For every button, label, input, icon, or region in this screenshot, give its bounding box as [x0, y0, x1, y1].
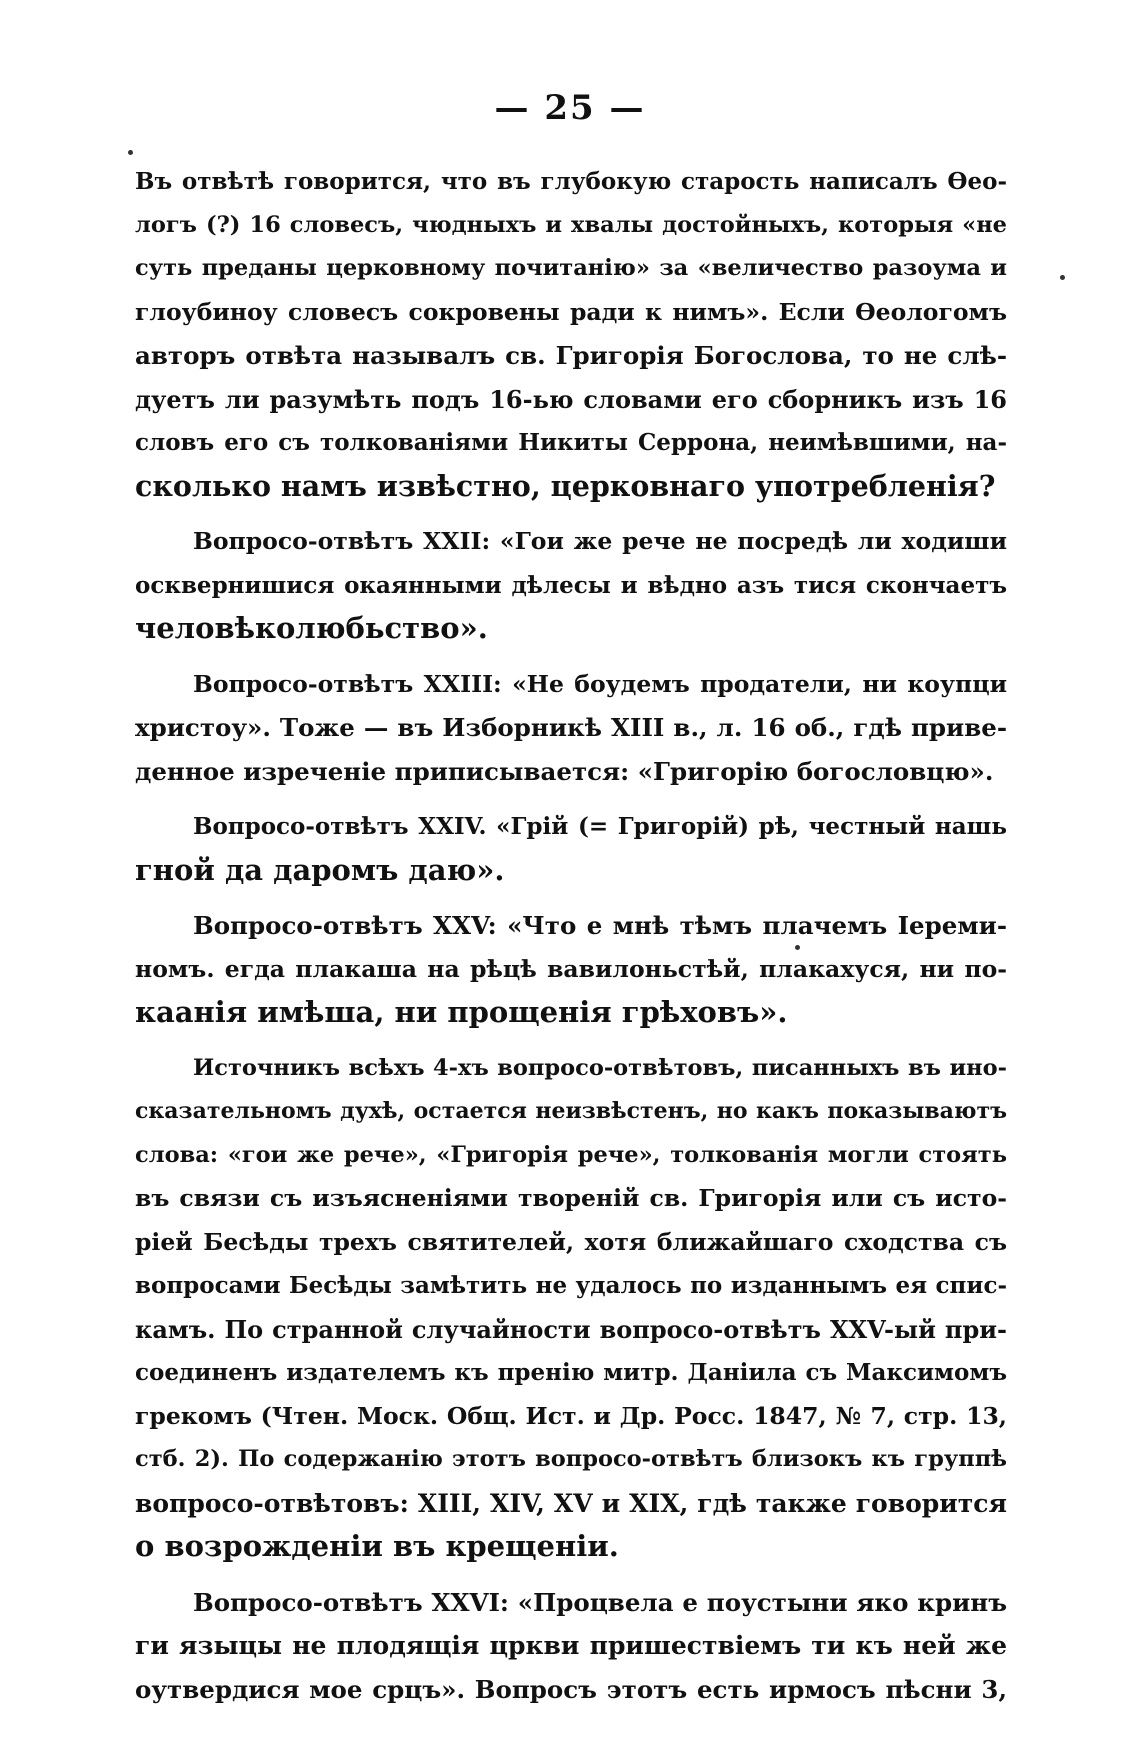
text-line: авторъ отвѣта называлъ св. Григорія Богослова, то не слѣ- [135, 341, 1007, 370]
text-line: каанія имѣша, ни прощенія грѣховъ». [135, 995, 788, 1029]
text-line: Вопросо-отвѣтъ XXII: «Гои же рече не посредѣ ли ходиши [193, 527, 1007, 555]
text-line: сказательномъ духѣ, остается неизвѣстенъ, но какъ показываютъ [135, 1098, 1007, 1124]
text-line: христоу». Тоже — въ Изборникѣ XIII в., л. 16 об., гдѣ приве- [135, 713, 1007, 742]
text-line: Источникъ всѣхъ 4-хъ вопросо-отвѣтовъ, писанныхъ въ ино- [193, 1054, 1007, 1081]
text-line: Вопросо-отвѣтъ XXIII: «Не боудемъ продатели, ни коупци [193, 669, 1007, 698]
text-line: глоубиноу словесъ сокровены ради к нимъ». Если Ѳеологомъ [135, 297, 1007, 326]
page-number: — 25 — [494, 88, 646, 128]
text-line: Въ отвѣтѣ говорится, что въ глубокую старость написалъ Ѳео- [135, 168, 1007, 195]
text-line: камъ. По странной случайности вопросо-отвѣтъ XXV-ый при- [135, 1314, 1007, 1344]
text-line: вопросо-отвѣтовъ: XIII, XIV, XV и XIX, гдѣ также говорится [135, 1488, 1007, 1518]
text-line: Вопросо-отвѣтъ XXIV. «Грій (= Григорій) рѣ, честный нашь [193, 813, 1007, 840]
text-line: Вопросо-отвѣтъ XXV: «Что е мнѣ тѣмъ плачемъ Іереми- [193, 911, 1007, 940]
text-line: слова: «гои же рече», «Григорія рече», толкованія могли стоять [135, 1141, 1007, 1168]
text-line: о возрожденіи въ крещеніи. [135, 1529, 619, 1563]
text-line: ріей Бесѣды трехъ святителей, хотя ближайшаго сходства съ [135, 1227, 1007, 1256]
text-line: дуетъ ли разумѣть подъ 16-ью словами его сборникъ изъ 16 [135, 384, 1007, 414]
text-line: стб. 2). По содержанію этотъ вопросо-отвѣтъ близокъ къ группѣ [135, 1446, 1007, 1472]
text-line: сколько намъ извѣстно, церковнаго употребленія? [135, 468, 996, 503]
text-line: гной да даромъ даю». [135, 852, 505, 887]
text-line: соединенъ издателемъ къ пренію митр. Даніила съ Максимомъ [135, 1359, 1007, 1386]
scan-speck [1060, 275, 1065, 280]
text-line: суть преданы церковному почитанію» за «величество разоума и [135, 255, 1007, 281]
text-line: логъ (?) 16 словесъ, чюдныхъ и хвалы достойныхъ, которыя «не [135, 211, 1007, 238]
scan-speck [128, 150, 133, 155]
text-line: оутвердися мое срцъ». Вопросъ этотъ есть ирмосъ пѣсни 3, [135, 1674, 1007, 1704]
body-text [135, 160, 1007, 1711]
text-line: осквернишися окаянными дѣлесы и вѣдно азъ тися скончаетъ [135, 571, 1007, 599]
text-line: вопросами Бесѣды замѣтить не удалось по изданнымъ ея спис- [135, 1272, 1007, 1299]
text-line: номъ. егда плакаша на рѣцѣ вавилоньстѣй, плакахуся, ни по- [135, 954, 1007, 983]
text-line: въ связи съ изъясненіями твореній св. Григорія или съ исто- [135, 1184, 1007, 1212]
text-line: грекомъ (Чтен. Моск. Общ. Ист. и Др. Росс. 1847, № 7, стр. 13, [135, 1401, 1007, 1430]
text-line: человѣколюбьство». [135, 611, 488, 645]
text-line: ги языцы не плодящія цркви пришествіемъ ти къ ней же [135, 1631, 1007, 1660]
text-line: Вопросо-отвѣтъ XXVI: «Процвела е поустыни яко кринъ [193, 1587, 1007, 1617]
text-line: денное изреченіе приписывается: «Григорію богословцю». [135, 756, 994, 786]
text-line: словъ его съ толкованіями Никиты Серрона, неимѣвшими, на- [135, 429, 1007, 456]
